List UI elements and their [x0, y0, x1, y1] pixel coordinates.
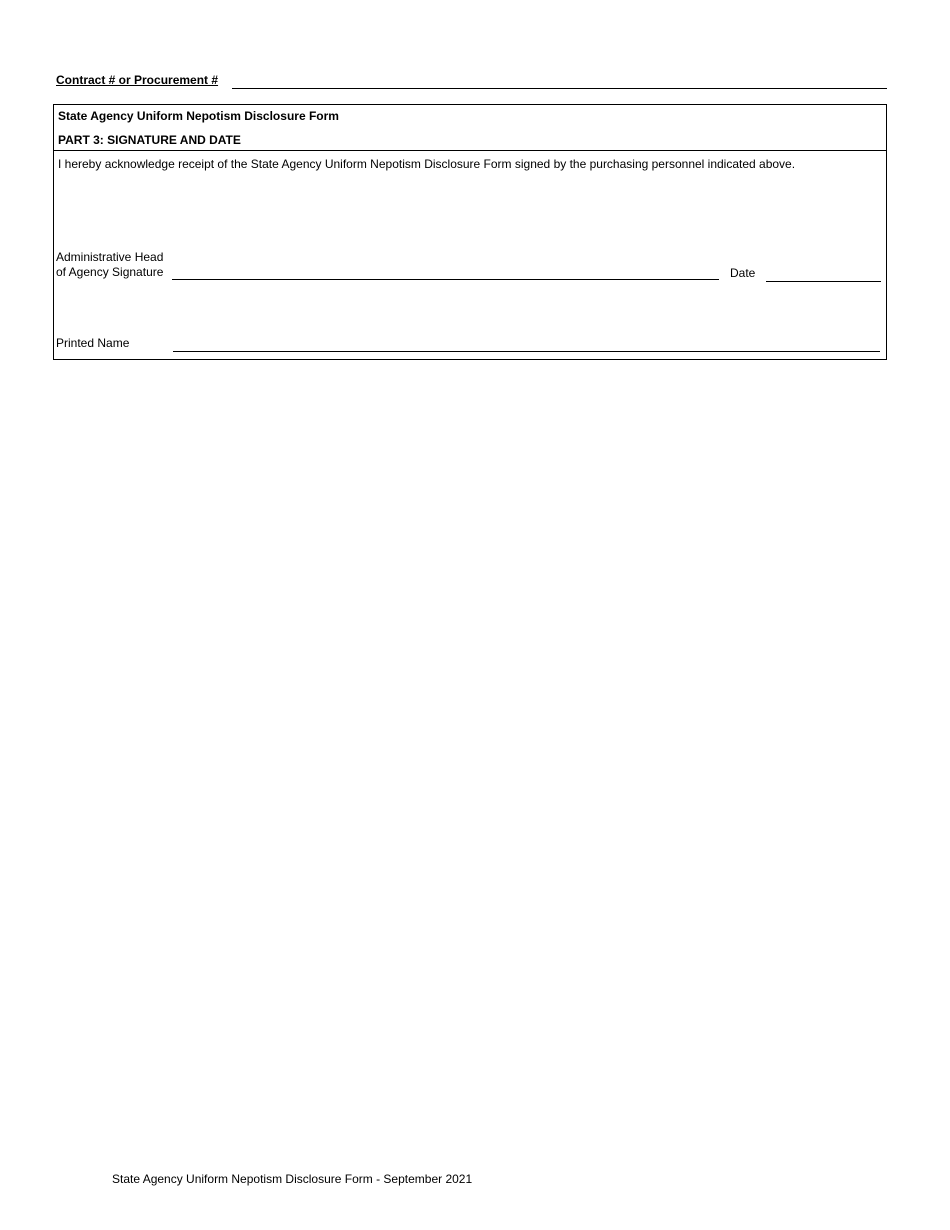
printed-name-field[interactable] — [173, 351, 880, 352]
header-divider — [54, 150, 886, 151]
signature-label-line2: of Agency Signature — [56, 265, 164, 279]
contract-number-label: Contract # or Procurement # — [56, 73, 219, 87]
date-field[interactable] — [766, 281, 881, 282]
part-heading: PART 3: SIGNATURE AND DATE — [58, 133, 241, 147]
signature-field[interactable] — [172, 279, 719, 280]
printed-name-label: Printed Name — [56, 336, 130, 350]
acknowledgment-text: I hereby acknowledge receipt of the State Agency Uniform Nepotism Disclosure Form signed by the purchasing personnel indicated above. — [58, 157, 796, 171]
date-label: Date — [730, 266, 756, 280]
signature-label — [56, 250, 163, 280]
signature-section — [53, 104, 887, 360]
contract-number-field[interactable] — [232, 88, 887, 89]
contract-number-row — [56, 72, 887, 90]
form-title: State Agency Uniform Nepotism Disclosure Form — [58, 109, 339, 123]
signature-label-line1: Administrative Head — [56, 250, 164, 264]
page-footer: State Agency Uniform Nepotism Disclosure Form - September 2021 — [112, 1172, 473, 1186]
